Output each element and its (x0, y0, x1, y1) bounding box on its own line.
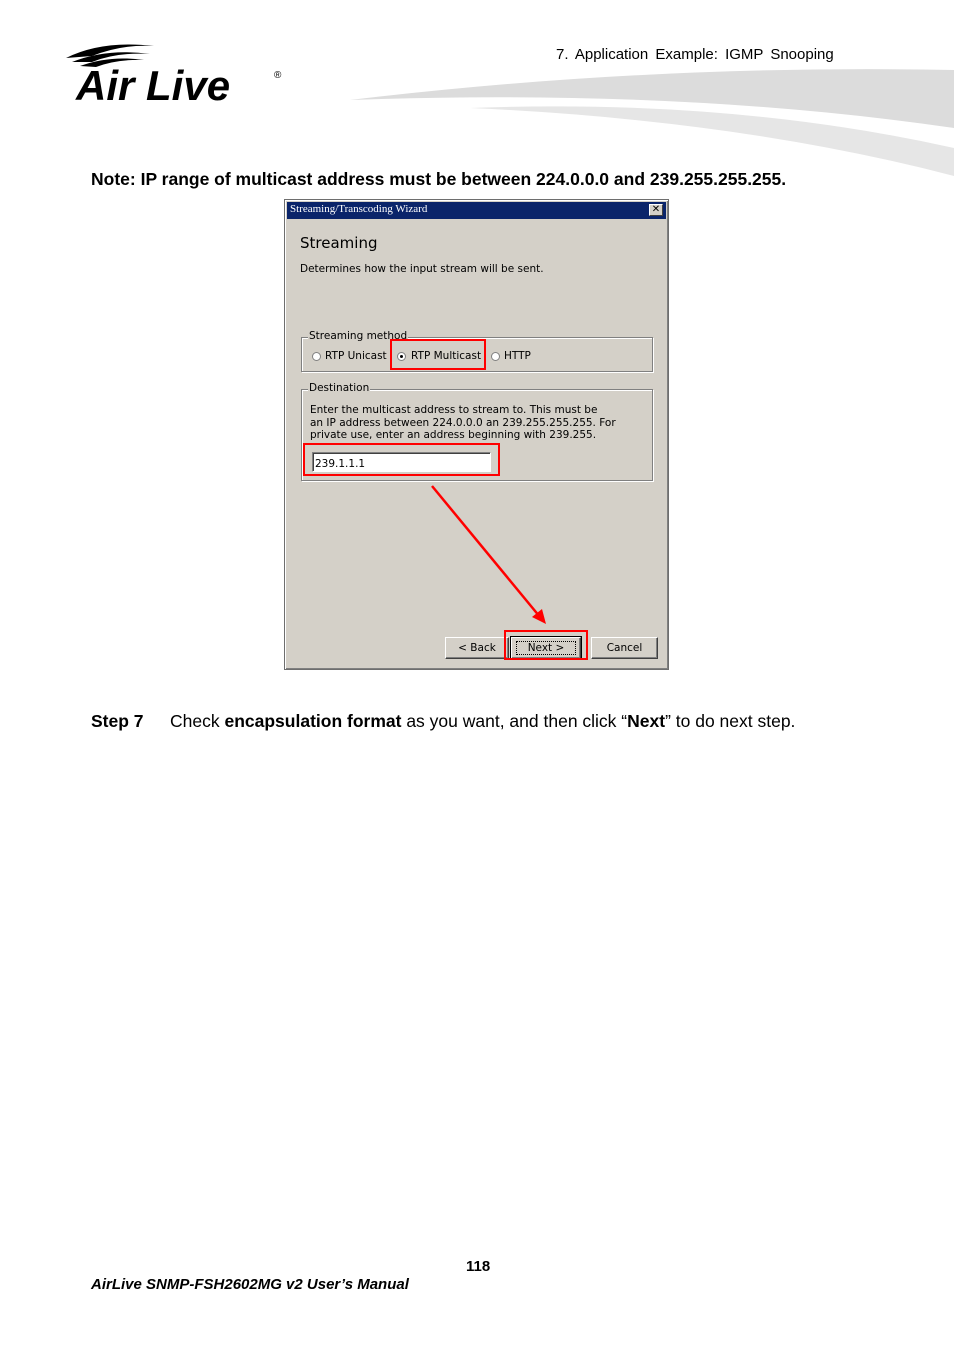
page-number: 118 (466, 1258, 491, 1275)
close-icon: ✕ (651, 204, 661, 215)
chapter-header: 7. Application Example: IGMP Snooping (556, 46, 834, 63)
logo-text: Air Live (76, 62, 231, 106)
step-bold-encapsulation: encapsulation format (224, 711, 402, 731)
note-text: Note: IP range of multicast address must be between 224.0.0.0 and 239.255.255.255. (91, 169, 787, 189)
rtp-unicast-radio[interactable] (312, 352, 321, 361)
rtp-unicast-label[interactable]: RTP Unicast (325, 350, 387, 362)
cancel-button[interactable]: Cancel (591, 637, 658, 659)
dialog-title: Streaming/Transcoding Wizard (290, 203, 428, 215)
highlight-address-input (303, 443, 500, 476)
destination-description-line: Enter the multicast address to stream to. This must be (310, 404, 598, 416)
highlight-next-button (504, 630, 588, 660)
highlight-rtp-multicast (390, 339, 486, 370)
wizard-heading: Streaming (300, 234, 378, 252)
step-text: as you want, and then click “ (401, 711, 628, 731)
header-swoosh (350, 68, 954, 178)
next-button-label: Next > (527, 642, 565, 654)
rtp-multicast-label[interactable]: RTP Multicast (411, 350, 482, 362)
airlive-logo (62, 40, 287, 106)
destination-legend: Destination (309, 382, 370, 394)
step-bold-next: Next (627, 711, 666, 731)
http-label[interactable]: HTTP (504, 350, 531, 362)
destination-description (310, 404, 630, 442)
http-radio[interactable] (491, 352, 500, 361)
step-text: Check (170, 711, 225, 731)
step-instruction (91, 711, 795, 732)
manual-title: AirLive SNMP-FSH2602MG v2 User’s Manual (91, 1276, 409, 1293)
close-button[interactable] (649, 204, 663, 216)
wizard-dialog (284, 199, 669, 670)
title-bar (287, 202, 666, 219)
step-label: Step 7 (91, 711, 144, 731)
wizard-subtitle: Determines how the input stream will be sent. (300, 263, 544, 275)
step-text: ” to do next step. (665, 711, 796, 731)
back-button[interactable]: < Back (445, 637, 509, 659)
destination-description-line: private use, enter an address beginning with 239.255. (310, 429, 597, 441)
streaming-method-legend: Streaming method (309, 330, 408, 342)
registered-mark: ® (274, 70, 282, 81)
destination-description-line: an IP address between 224.0.0.0 an 239.255.255.255. For (310, 416, 616, 429)
